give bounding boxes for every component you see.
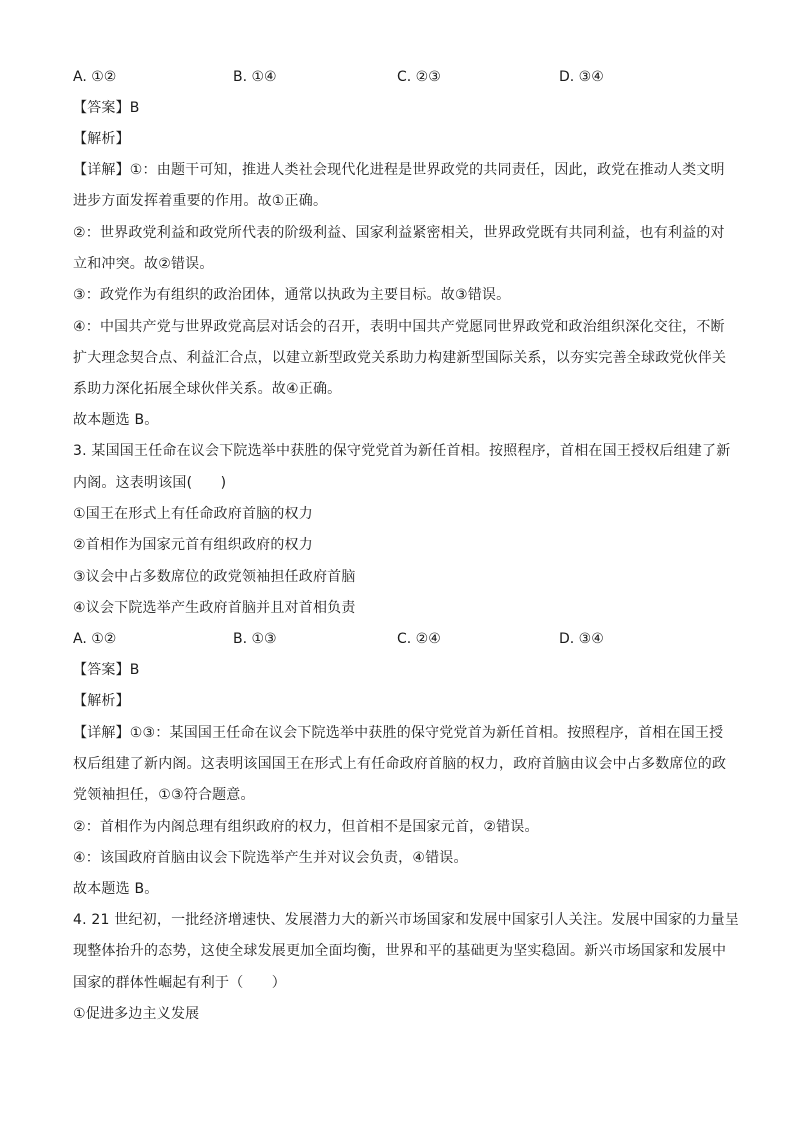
question-stem: 内阁。这表明该国( ) (73, 475, 227, 491)
answer-label: 【答案】B (73, 100, 140, 116)
question-stem: 国家的群体性崛起有利于（ ） (73, 975, 286, 991)
question-stem: 现整体抬升的态势，这使全球发展更加全面均衡，世界和平的基础更为坚实稳固。新兴市场国家和发展中 (73, 943, 727, 959)
detail-line: 系助力深化拓展全球伙伴关系。故④正确。 (73, 381, 342, 397)
detail-line: ②：世界政党利益和政党所代表的阶级利益、国家利益紧密相关，世界政党既有共同利益，也有利益的对 (73, 225, 725, 241)
detail-line: ④：该国政府首脑由议会下院选举产生并对议会负责，④错误。 (73, 850, 468, 866)
statement: ③议会中占多数席位的政党领袖担任政府首脑 (73, 569, 356, 585)
detail-line: 扩大理念契合点、利益汇合点，以建立新型政党关系助力构建新型国际关系，以夯实完善全球政党伙伴关 (73, 350, 727, 366)
option-d: D. ③④ (559, 631, 604, 647)
detail-line: 立和冲突。故②错误。 (73, 256, 214, 272)
detail-line: ②：首相作为内阁总理有组织政府的权力，但首相不是国家元首，②错误。 (73, 819, 539, 835)
option-c: C. ②④ (397, 631, 441, 647)
option-c: C. ②③ (397, 69, 441, 85)
option-b: B. ①③ (233, 631, 277, 647)
option-b: B. ①④ (233, 69, 277, 85)
detail-line: ③：政党作为有组织的政治团体，通常以执政为主要目标。故③错误。 (73, 287, 511, 303)
question-stem: 4. 21 世纪初，一批经济增速快、发展潜力大的新兴市场国家和发展中国家引人关注。发展中国家的力量呈 (73, 912, 740, 928)
analysis-label: 【解析】 (73, 131, 130, 147)
detail-line: 【详解】①③：某国国王任命在议会下院选举中获胜的保守党党首为新任首相。按照程序，首相在国王授 (73, 725, 724, 741)
answer-label: 【答案】B (73, 662, 140, 678)
option-a: A. ①② (73, 69, 117, 85)
option-d: D. ③④ (559, 69, 604, 85)
statement: ①国王在形式上有任命政府首脑的权力 (73, 506, 313, 522)
conclusion: 故本题选 B。 (73, 412, 159, 428)
statement: ②首相作为国家元首有组织政府的权力 (73, 537, 313, 553)
detail-line: 进步方面发挥着重要的作用。故①正确。 (73, 193, 328, 209)
option-a: A. ①② (73, 631, 117, 647)
statement: ①促进多边主义发展 (73, 1006, 200, 1022)
detail-line: ④：中国共产党与世界政党高层对话会的召开，表明中国共产党愿同世界政党和政治组织深化交往，不断 (73, 319, 725, 335)
detail-line: 权后组建了新内阁。这表明该国国王在形式上有任命政府首脑的权力，政府首脑由议会中占多数席位的政 (73, 756, 727, 772)
detail-line: 【详解】①：由题干可知，推进人类社会现代化进程是世界政党的共同责任，因此，政党在推动人类文明 (73, 162, 725, 178)
statement: ④议会下院选举产生政府首脑并且对首相负责 (73, 600, 356, 616)
conclusion: 故本题选 B。 (73, 881, 159, 897)
detail-line: 党领袖担任，①③符合题意。 (73, 787, 255, 803)
analysis-label: 【解析】 (73, 693, 130, 709)
question-stem: 3. 某国国王任命在议会下院选举中获胜的保守党党首为新任首相。按照程序，首相在国王授权后组建了新 (73, 443, 731, 459)
